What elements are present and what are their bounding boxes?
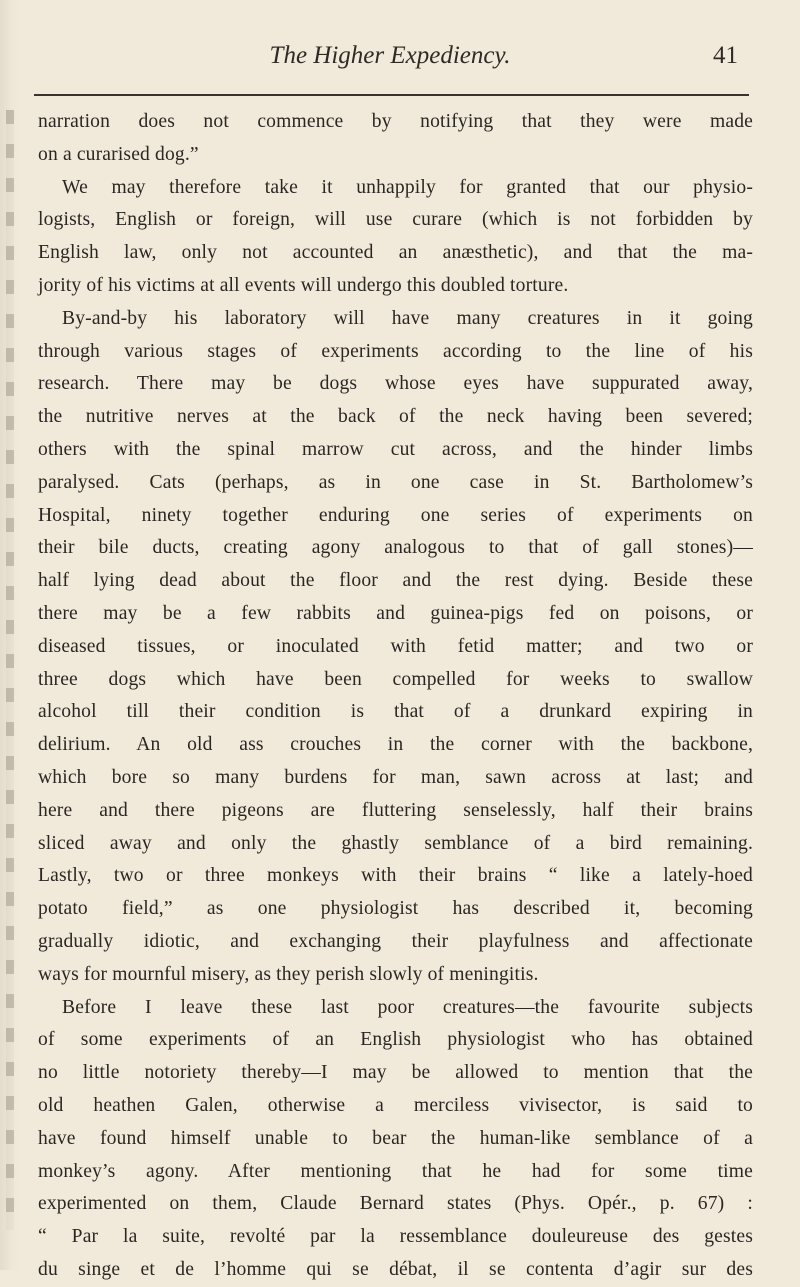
text-line: English law, only not accounted an anæsthetic), and that the ma- bbox=[38, 242, 753, 264]
text-line: monkey’s agony. After mentioning that he had for some time bbox=[38, 1160, 753, 1182]
text-line: narration does not commence by notifying that they were made bbox=[38, 111, 753, 132]
text-line: their bile ducts, creating agony analogous to that of gall stones)— bbox=[38, 537, 753, 559]
text-line: which bore so many burdens for man, sawn across at last; and bbox=[38, 766, 753, 788]
text-line: have found himself unable to bear the human-like semblance of a bbox=[38, 1127, 753, 1149]
text-line: delirium. An old ass crouches in the corner with the backbone, bbox=[38, 734, 753, 756]
text-line: half lying dead about the floor and the rest dying. Beside these bbox=[38, 570, 753, 592]
text-line: the nutritive nerves at the back of the neck having been severed; bbox=[38, 406, 753, 428]
text-line: sliced away and only the ghastly semblance of a bird remaining. bbox=[38, 832, 753, 854]
page-number: 41 bbox=[713, 42, 738, 69]
text-line: research. There may be dogs whose eyes have suppurated away, bbox=[38, 373, 753, 395]
text-line: du singe et de l’homme qui se débat, il se contenta d’agir sur des bbox=[38, 1258, 753, 1280]
header-rule bbox=[34, 94, 749, 96]
text-line: Lastly, two or three monkeys with their brains “ like a lately-hoed bbox=[38, 865, 753, 887]
text-line: “ Par la suite, revolté par la ressemblance douleureuse des gestes bbox=[38, 1226, 753, 1248]
text-line: through various stages of experiments according to the line of his bbox=[38, 340, 753, 362]
text-line: alcohol till their condition is that of a drunkard expiring in bbox=[38, 701, 753, 723]
text-line: Before I leave these last poor creatures—the favourite subjects bbox=[62, 996, 753, 1018]
text-line: on a curarised dog.” bbox=[38, 143, 199, 165]
text-line: paralysed. Cats (perhaps, as in one case in St. Bartholomew’s bbox=[38, 471, 753, 493]
running-title: The Higher Expediency. bbox=[269, 42, 511, 69]
text-line: here and there pigeons are fluttering senselessly, half their brains bbox=[38, 799, 753, 821]
text-line: experimented on them, Claude Bernard states (Phys. Opér., p. 67) : bbox=[38, 1193, 753, 1215]
text-line: By-and-by his laboratory will have many creatures in it going bbox=[62, 307, 753, 329]
text-line: no little notoriety thereby—I may be allowed to mention that the bbox=[38, 1062, 753, 1084]
text-line: ways for mournful misery, as they perish slowly of meningitis. bbox=[38, 963, 539, 985]
text-line: potato field,” as one physiologist has described it, becoming bbox=[38, 898, 753, 920]
text-line: diseased tissues, or inoculated with fetid matter; and two or bbox=[38, 635, 753, 657]
text-line: Hospital, ninety together enduring one series of experiments on bbox=[38, 504, 753, 526]
text-line: jority of his victims at all events will undergo this doubled torture. bbox=[38, 274, 569, 296]
text-line: others with the spinal marrow cut across, and the hinder limbs bbox=[38, 438, 753, 460]
body-text bbox=[38, 106, 753, 1287]
text-line: there may be a few rabbits and guinea-pigs fed on poisons, or bbox=[38, 602, 753, 624]
text-line: We may therefore take it unhappily for granted that our physio- bbox=[62, 176, 753, 198]
text-line: old heathen Galen, otherwise a merciless vivisector, is said to bbox=[38, 1094, 753, 1116]
page-header bbox=[40, 38, 740, 78]
text-line: logists, English or foreign, will use curare (which is not forbidden by bbox=[38, 209, 753, 231]
text-line: gradually idiotic, and exchanging their playfulness and affectionate bbox=[38, 930, 753, 952]
text-line: three dogs which have been compelled for weeks to swallow bbox=[38, 668, 753, 690]
gutter-shadow bbox=[6, 110, 14, 1230]
text-line: of some experiments of an English physiologist who has obtained bbox=[38, 1029, 753, 1051]
